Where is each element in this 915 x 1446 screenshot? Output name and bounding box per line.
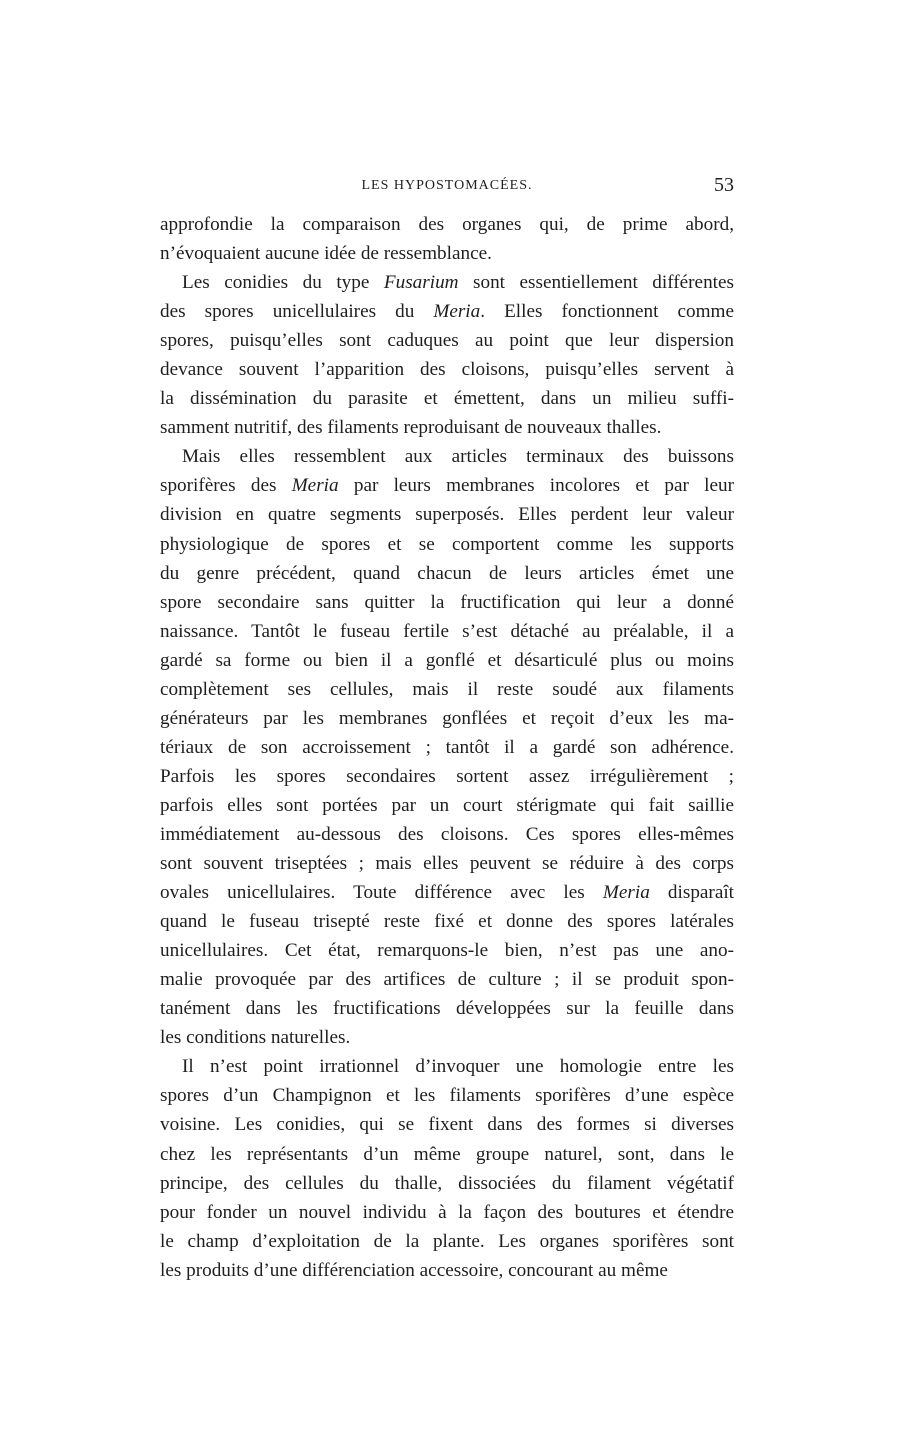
text-run: le champ d’exploitation de la plante. Les organes sporifères sont (160, 1230, 734, 1252)
text-run: pour fonder un nouvel individu à la façon des boutures et étendre (160, 1201, 734, 1223)
text-run: spore secondaire sans quitter la fructification qui leur a donné (160, 591, 734, 613)
text-line (160, 588, 734, 617)
italic-term: Meria (602, 882, 650, 904)
paragraph (160, 210, 734, 268)
text-run: immédiatement au-dessous des cloisons. Ces spores elles-mêmes (160, 823, 734, 845)
text-run: les produits d’une différenciation accessoire, concourant au même (160, 1259, 668, 1281)
text-run: quand le fuseau trisepté reste fixé et donne des spores latérales (160, 911, 734, 933)
text-run: devance souvent l’apparition des cloisons, puisqu’elles servent à (160, 359, 734, 381)
text-run: malie provoquée par des artifices de culture ; il se produit spon- (160, 969, 734, 991)
running-title: LES HYPOSTOMACÉES. (361, 178, 533, 193)
text-run: division en quatre segments superposés. Elles perdent leur valeur (160, 504, 734, 526)
text-run: par leurs membranes incolores et par leur (338, 475, 734, 497)
body-text (160, 210, 734, 1285)
text-line (160, 239, 734, 268)
text-line (160, 965, 734, 994)
text-line (160, 326, 734, 355)
text-run: Mais elles ressemblent aux articles terminaux des buissons (182, 446, 734, 468)
text-run: disparaît (649, 882, 734, 904)
text-run: physiologique de spores et se comportent comme les supports (160, 533, 734, 555)
text-run: spores d’un Champignon et les filaments sporifères d’une espèce (160, 1085, 734, 1107)
text-line (160, 849, 734, 878)
text-line (160, 1110, 734, 1139)
text-run: voisine. Les conidies, qui se fixent dans des formes si diverses (160, 1114, 734, 1136)
text-run: tanément dans les fructifications développées sur la feuille dans (160, 998, 734, 1020)
text-line (160, 471, 734, 500)
italic-term: Meria (433, 301, 481, 323)
text-line (160, 530, 734, 559)
text-line (160, 704, 734, 733)
text-line (160, 878, 734, 907)
text-run: gardé sa forme ou bien il a gonflé et désarticulé plus ou moins (160, 649, 734, 671)
text-run: les conditions naturelles. (160, 1027, 351, 1049)
text-run: unicellulaires. Cet état, remarquons-le bien, n’est pas une ano- (160, 940, 734, 962)
text-line (160, 1198, 734, 1227)
text-run: Les conidies du type (182, 272, 384, 294)
paragraph (160, 268, 734, 442)
text-run: parfois elles sont portées par un court stérigmate qui fait saillie (160, 794, 734, 816)
text-run: sont souvent triseptées ; mais elles peuvent se réduire à des corps (160, 853, 734, 875)
paragraph (160, 1052, 734, 1284)
text-line (160, 1052, 734, 1081)
text-run: sporifères des (160, 475, 292, 497)
text-run: approfondie la comparaison des organes qui, de prime abord, (160, 214, 734, 235)
text-line (160, 500, 734, 529)
text-line (160, 384, 734, 413)
text-line (160, 268, 734, 297)
text-line (160, 297, 734, 326)
text-run: ovales unicellulaires. Toute différence avec les (160, 882, 603, 904)
text-run: du genre précédent, quand chacun de leurs articles émet une (160, 562, 734, 584)
text-line (160, 355, 734, 384)
running-head (160, 174, 734, 202)
text-run: naissance. Tantôt le fuseau fertile s’est détaché au préalable, il a (160, 620, 734, 642)
text-run: tériaux de son accroissement ; tantôt il a gardé son adhérence. (160, 736, 734, 758)
text-run: n’évoquaient aucune idée de ressemblance. (160, 243, 492, 265)
text-line (160, 1227, 734, 1256)
text-run: générateurs par les membranes gonflées et reçoit d’eux les ma- (160, 707, 734, 729)
text-run: . Elles fonctionnent comme (480, 301, 734, 323)
text-line (160, 994, 734, 1023)
page-number: 53 (714, 174, 734, 196)
text-line (160, 1081, 734, 1110)
text-run: sont essentiellement différentes (458, 272, 734, 294)
text-line (160, 1023, 734, 1052)
text-line (160, 413, 734, 442)
text-line (160, 617, 734, 646)
text-line (160, 1169, 734, 1198)
text-line (160, 820, 734, 849)
italic-term: Meria (291, 475, 339, 497)
text-run: Il n’est point irrationnel d’invoquer une homologie entre les (182, 1056, 734, 1078)
text-line (160, 559, 734, 588)
text-run: samment nutritif, des filaments reproduisant de nouveaux thalles. (160, 417, 662, 439)
paragraph (160, 442, 734, 1052)
text-line (160, 646, 734, 675)
text-line (160, 1140, 734, 1169)
text-line (160, 791, 734, 820)
text-run: la dissémination du parasite et émettent, dans un milieu suffi- (160, 388, 734, 410)
italic-term: Fusarium (383, 272, 459, 294)
text-line (160, 675, 734, 704)
text-run: Parfois les spores secondaires sortent assez irrégulièrement ; (160, 765, 734, 787)
text-line (160, 733, 734, 762)
text-line (160, 936, 734, 965)
text-line (160, 907, 734, 936)
text-run: principe, des cellules du thalle, dissociées du filament végétatif (160, 1172, 734, 1194)
text-line (160, 210, 734, 239)
text-line (160, 442, 734, 471)
text-run: spores, puisqu’elles sont caduques au point que leur dispersion (160, 330, 734, 352)
text-run: complètement ses cellules, mais il reste soudé aux filaments (160, 678, 734, 700)
text-line (160, 762, 734, 791)
text-run: des spores unicellulaires du (160, 301, 434, 323)
text-run: chez les représentants d’un même groupe naturel, sont, dans le (160, 1143, 734, 1165)
text-line (160, 1256, 734, 1285)
